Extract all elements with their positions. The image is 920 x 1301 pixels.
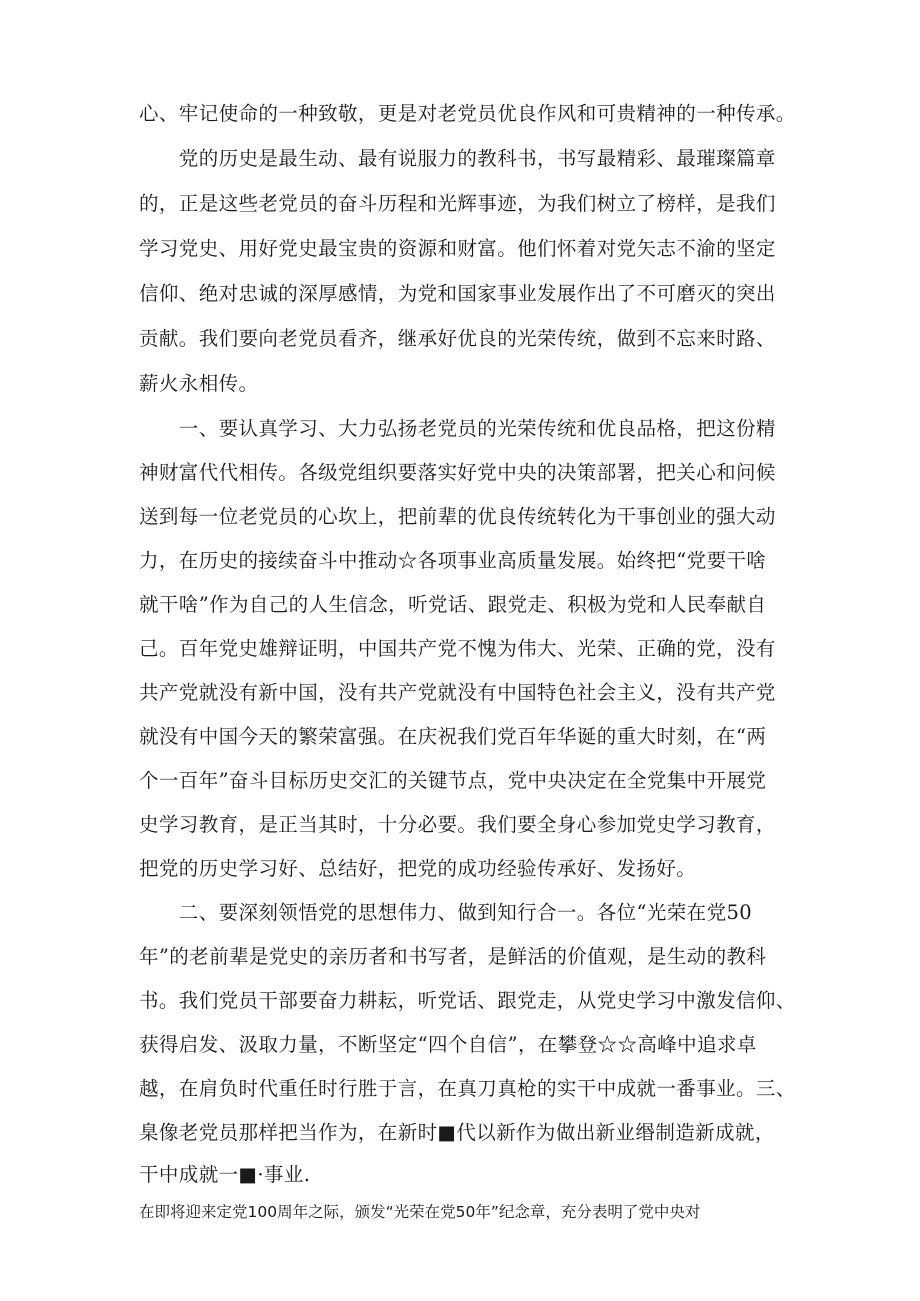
text-line: 个一百年”奋斗目标历史交汇的关键节点，党中央决定在全党集中开展党 [139, 769, 767, 792]
text-line: 臬像老党员那样把当作为，在新时■代以新作为做出新业缗制造新成就， [139, 1121, 775, 1144]
text-line: 就没有中国今天的繁荣富强。在庆祝我们党百年华诞的重大时刻，在“两 [139, 725, 767, 748]
text-line: 贡献。我们要向老党员看齐，继承好优良的光荣传统，做到不忘来时路、 [139, 327, 776, 350]
text-line: 二、要深刻领悟党的思想伟力、做到知行合一。各位“光荣在党50 [139, 901, 753, 924]
text-line: 学习党史、用好党史最宝贵的资源和财富。他们怀着对党矢志不渝的坚定 [139, 237, 776, 260]
text-line: 干中成就一■·事业. [139, 1163, 311, 1186]
text-line: 在即将迎来定党100周年之际，颁发“光荣在党50年”纪念章，充分表明了党中央对 [139, 1203, 701, 1221]
text-line: 己。百年党史雄辩证明，中国共产党不愧为伟大、光荣、正确的党，没有 [139, 637, 776, 660]
text-line: 心、牢记使命的一种致敬，更是对老党员优良作风和可贵精神的一种传承。 [139, 102, 796, 125]
text-line: 送到每一位老党员的心坎上，把前辈的优良传统转化为干事创业的强大动 [139, 505, 776, 528]
text-line: 共产党就没有新中国，没有共产党就没有中国特色社会主义，没有共产党 [139, 681, 776, 704]
text-line: 薪火永相传。 [139, 372, 259, 395]
text-line: 神财富代代相传。各级党组织要落实好党中央的决策部署，把关心和问候 [139, 461, 776, 484]
text-line: 党的历史是最生动、最有说服力的教科书，书写最精彩、最璀璨篇章 [139, 147, 776, 170]
text-line: 的，正是这些老党员的奋斗历程和光辉事迹，为我们树立了榜样，是我们 [139, 192, 776, 215]
text-line: 书。我们党员干部要奋力耕耘，听党话、跟党走，从党史学习中激发信仰、 [139, 989, 796, 1012]
text-line: 一、要认真学习、大力弘扬老党员的光荣传统和优良品格，把这份精 [139, 417, 776, 440]
text-line: 力，在历史的接续奋斗中推动☆各项事业高质量发展。始终把“党要干啥 [139, 549, 767, 572]
text-line: 把党的历史学习好、总结好，把党的成功经验传承好、发扬好。 [139, 857, 697, 880]
text-line: 信仰、绝对忠诚的深厚感情，为党和国家事业发展作出了不可磨灭的突出 [139, 282, 776, 305]
text-line: 史学习教育，是正当其时，十分必要。我们要全身心参加党史学习教育， [139, 813, 776, 836]
text-line: 就干啥”作为自己的人生信念，听党话、跟党走、积极为党和人民奉献自 [139, 593, 767, 616]
text-line: 越，在肩负时代重任时行胜于言，在真刀真枪的实干中成就一番事业。三、 [139, 1077, 796, 1100]
text-line: 年”的老前辈是党史的亲历者和书写者，是鲜活的价值观，是生动的教科 [139, 945, 767, 968]
text-line: 获得启发、汲取力量，不断坚定“四个自信”，在攀登☆☆高峰中追求卓 [139, 1033, 757, 1056]
